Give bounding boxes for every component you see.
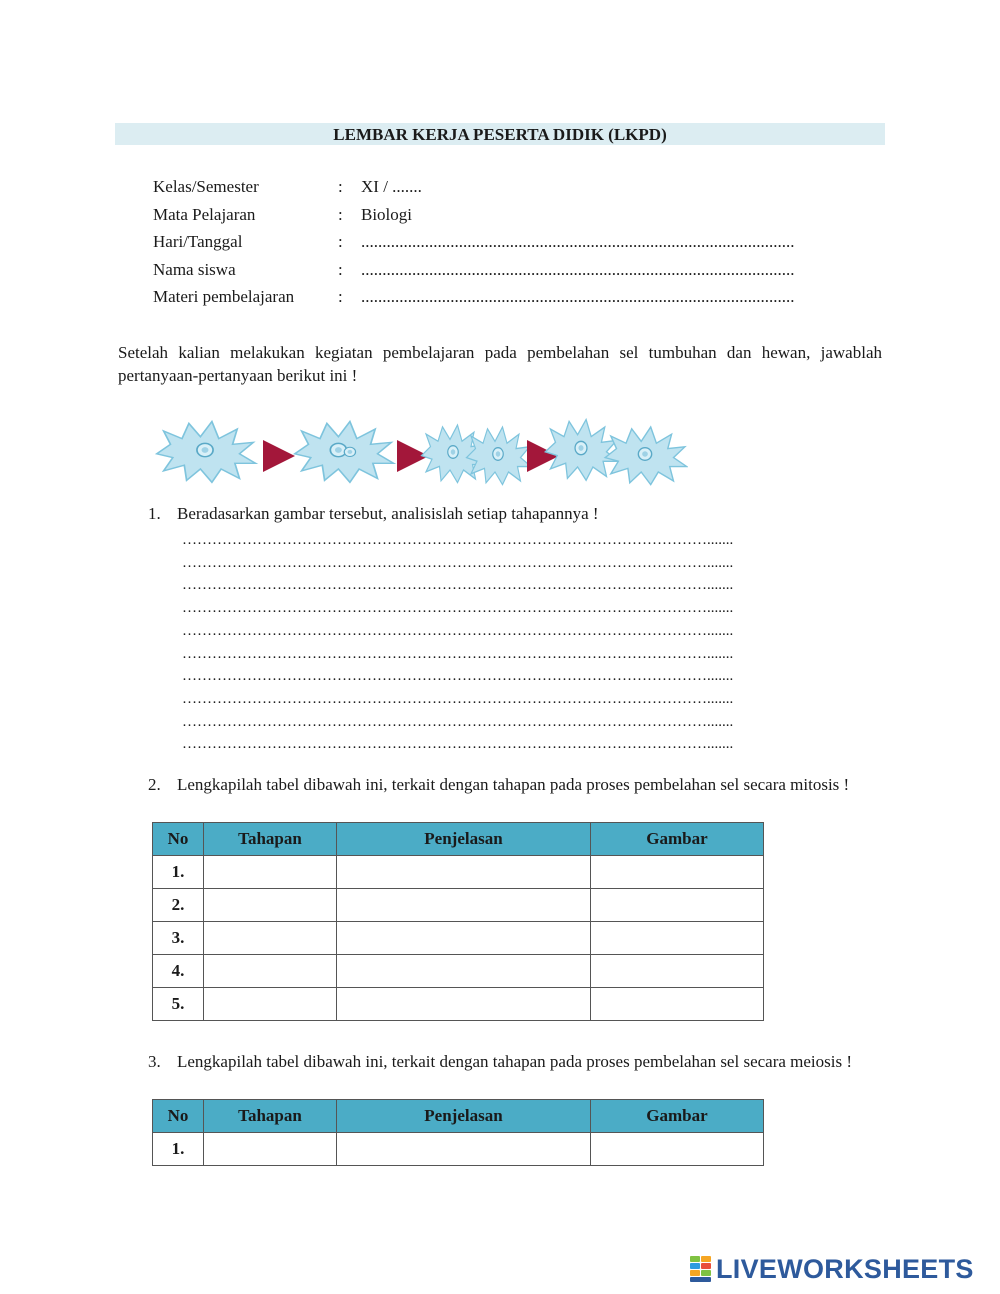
header-no: No bbox=[153, 1100, 204, 1133]
table-row bbox=[153, 856, 764, 889]
info-label: Mata Pelajaran bbox=[153, 204, 256, 224]
meiosis-table bbox=[152, 1099, 764, 1166]
header-tahapan: Tahapan bbox=[204, 1100, 337, 1133]
answer-line[interactable]: ……………………………………………………………………………………………....... bbox=[182, 736, 734, 753]
header-penjelasan: Penjelasan bbox=[337, 823, 591, 856]
cell-tahapan[interactable] bbox=[204, 856, 337, 889]
info-label: Kelas/Semester bbox=[153, 177, 259, 196]
info-value: ...................................................................................................... bbox=[361, 259, 795, 279]
question-text: Beradasarkan gambar tersebut, analisislah setiap tahapannya ! bbox=[177, 504, 599, 523]
question-2 bbox=[148, 773, 883, 796]
cell-gambar[interactable] bbox=[591, 1133, 764, 1166]
cell-penjelasan[interactable] bbox=[337, 955, 591, 988]
cell-tahapan[interactable] bbox=[204, 988, 337, 1021]
question-number: 1. bbox=[148, 504, 161, 523]
logo-wordmark: LIVEWORKSHEETS bbox=[716, 1253, 974, 1284]
info-label: Materi pembelajaran bbox=[153, 287, 295, 306]
amoeba-fission-figure bbox=[153, 414, 688, 490]
cell-gambar[interactable] bbox=[591, 988, 764, 1021]
info-colon: : bbox=[338, 232, 343, 251]
table-header-row bbox=[153, 1100, 764, 1133]
info-colon: : bbox=[338, 287, 343, 306]
answer-area-question-1[interactable] bbox=[182, 529, 882, 756]
cell-tahapan[interactable] bbox=[204, 889, 337, 922]
cell-tahapan[interactable] bbox=[204, 922, 337, 955]
liveworksheets-logo-icon bbox=[690, 1256, 712, 1282]
row-number: 2. bbox=[153, 889, 204, 922]
amoeba-daughter-2 bbox=[605, 427, 687, 485]
row-number: 1. bbox=[153, 856, 204, 889]
table-row bbox=[153, 955, 764, 988]
info-value: ...................................................................................................... bbox=[361, 287, 795, 306]
answer-line[interactable]: ……………………………………………………………………………………………....... bbox=[182, 532, 734, 548]
info-colon: : bbox=[338, 204, 343, 224]
amoeba-binary-fission-illustration bbox=[153, 414, 688, 490]
cell-gambar[interactable] bbox=[591, 922, 764, 955]
question-1 bbox=[148, 502, 883, 525]
row-number: 4. bbox=[153, 955, 204, 988]
info-label: Nama siswa bbox=[153, 259, 236, 279]
table-row bbox=[153, 988, 764, 1021]
answer-line[interactable]: ……………………………………………………………………………………………....... bbox=[182, 577, 734, 594]
table-row bbox=[153, 1133, 764, 1166]
header-no: No bbox=[153, 823, 204, 856]
amoeba-daughter-1 bbox=[545, 420, 618, 481]
question-number: 3. bbox=[148, 1052, 161, 1071]
question-text: Lengkapilah tabel dibawah ini, terkait dengan tahapan pada proses pembelahan sel secara mitosis ! bbox=[177, 775, 850, 794]
table-header-row bbox=[153, 823, 764, 856]
answer-line[interactable]: ……………………………………………………………………………………………....... bbox=[182, 645, 734, 662]
intro-paragraph: Setelah kalian melakukan kegiatan pembelajaran pada pembelahan sel tumbuhan dan hewan, jawablah pertanyaan-pertanyaan berikut ini ! bbox=[118, 343, 882, 385]
question-number: 2. bbox=[148, 775, 161, 794]
cell-penjelasan[interactable] bbox=[337, 856, 591, 889]
table-row bbox=[153, 922, 764, 955]
info-colon: : bbox=[338, 177, 343, 196]
answer-line[interactable]: ……………………………………………………………………………………………....... bbox=[182, 668, 734, 685]
cell-gambar[interactable] bbox=[591, 856, 764, 889]
cell-penjelasan[interactable] bbox=[337, 1133, 591, 1166]
question-3 bbox=[148, 1050, 883, 1073]
answer-line[interactable]: ……………………………………………………………………………………………....... bbox=[182, 554, 734, 571]
info-value: ...................................................................................................... bbox=[361, 232, 795, 251]
amoeba-stage-2 bbox=[295, 422, 394, 483]
cell-penjelasan[interactable] bbox=[337, 922, 591, 955]
answer-line[interactable]: ……………………………………………………………………………………………....... bbox=[182, 600, 734, 617]
info-value: Biologi bbox=[361, 204, 413, 224]
answer-line[interactable]: ……………………………………………………………………………………………....... bbox=[182, 713, 734, 730]
amoeba-stage-1 bbox=[157, 422, 256, 483]
info-label: Hari/Tanggal bbox=[153, 232, 243, 251]
row-number: 5. bbox=[153, 988, 204, 1021]
question-text: Lengkapilah tabel dibawah ini, terkait dengan tahapan pada proses pembelahan sel secara meiosis ! bbox=[177, 1052, 853, 1071]
cell-gambar[interactable] bbox=[591, 889, 764, 922]
cell-penjelasan[interactable] bbox=[337, 889, 591, 922]
cell-tahapan[interactable] bbox=[204, 1133, 337, 1166]
cell-gambar[interactable] bbox=[591, 955, 764, 988]
mitosis-table bbox=[152, 822, 764, 1021]
row-number: 1. bbox=[153, 1133, 204, 1166]
liveworksheets-logo[interactable] bbox=[690, 1254, 974, 1284]
row-number: 3. bbox=[153, 922, 204, 955]
page-title: LEMBAR KERJA PESERTA DIDIK (LKPD) bbox=[115, 123, 885, 145]
table-row bbox=[153, 889, 764, 922]
answer-line[interactable]: ……………………………………………………………………………………………....... bbox=[182, 690, 734, 707]
header-tahapan: Tahapan bbox=[204, 823, 337, 856]
amoeba-stage-3b bbox=[467, 427, 532, 485]
info-colon: : bbox=[338, 259, 343, 279]
header-penjelasan: Penjelasan bbox=[337, 1100, 591, 1133]
header-gambar: Gambar bbox=[591, 1100, 764, 1133]
info-value: XI / ....... bbox=[361, 177, 422, 196]
cell-penjelasan[interactable] bbox=[337, 988, 591, 1021]
header-gambar: Gambar bbox=[591, 823, 764, 856]
answer-line[interactable]: ……………………………………………………………………………………………....... bbox=[182, 622, 734, 639]
cell-tahapan[interactable] bbox=[204, 955, 337, 988]
